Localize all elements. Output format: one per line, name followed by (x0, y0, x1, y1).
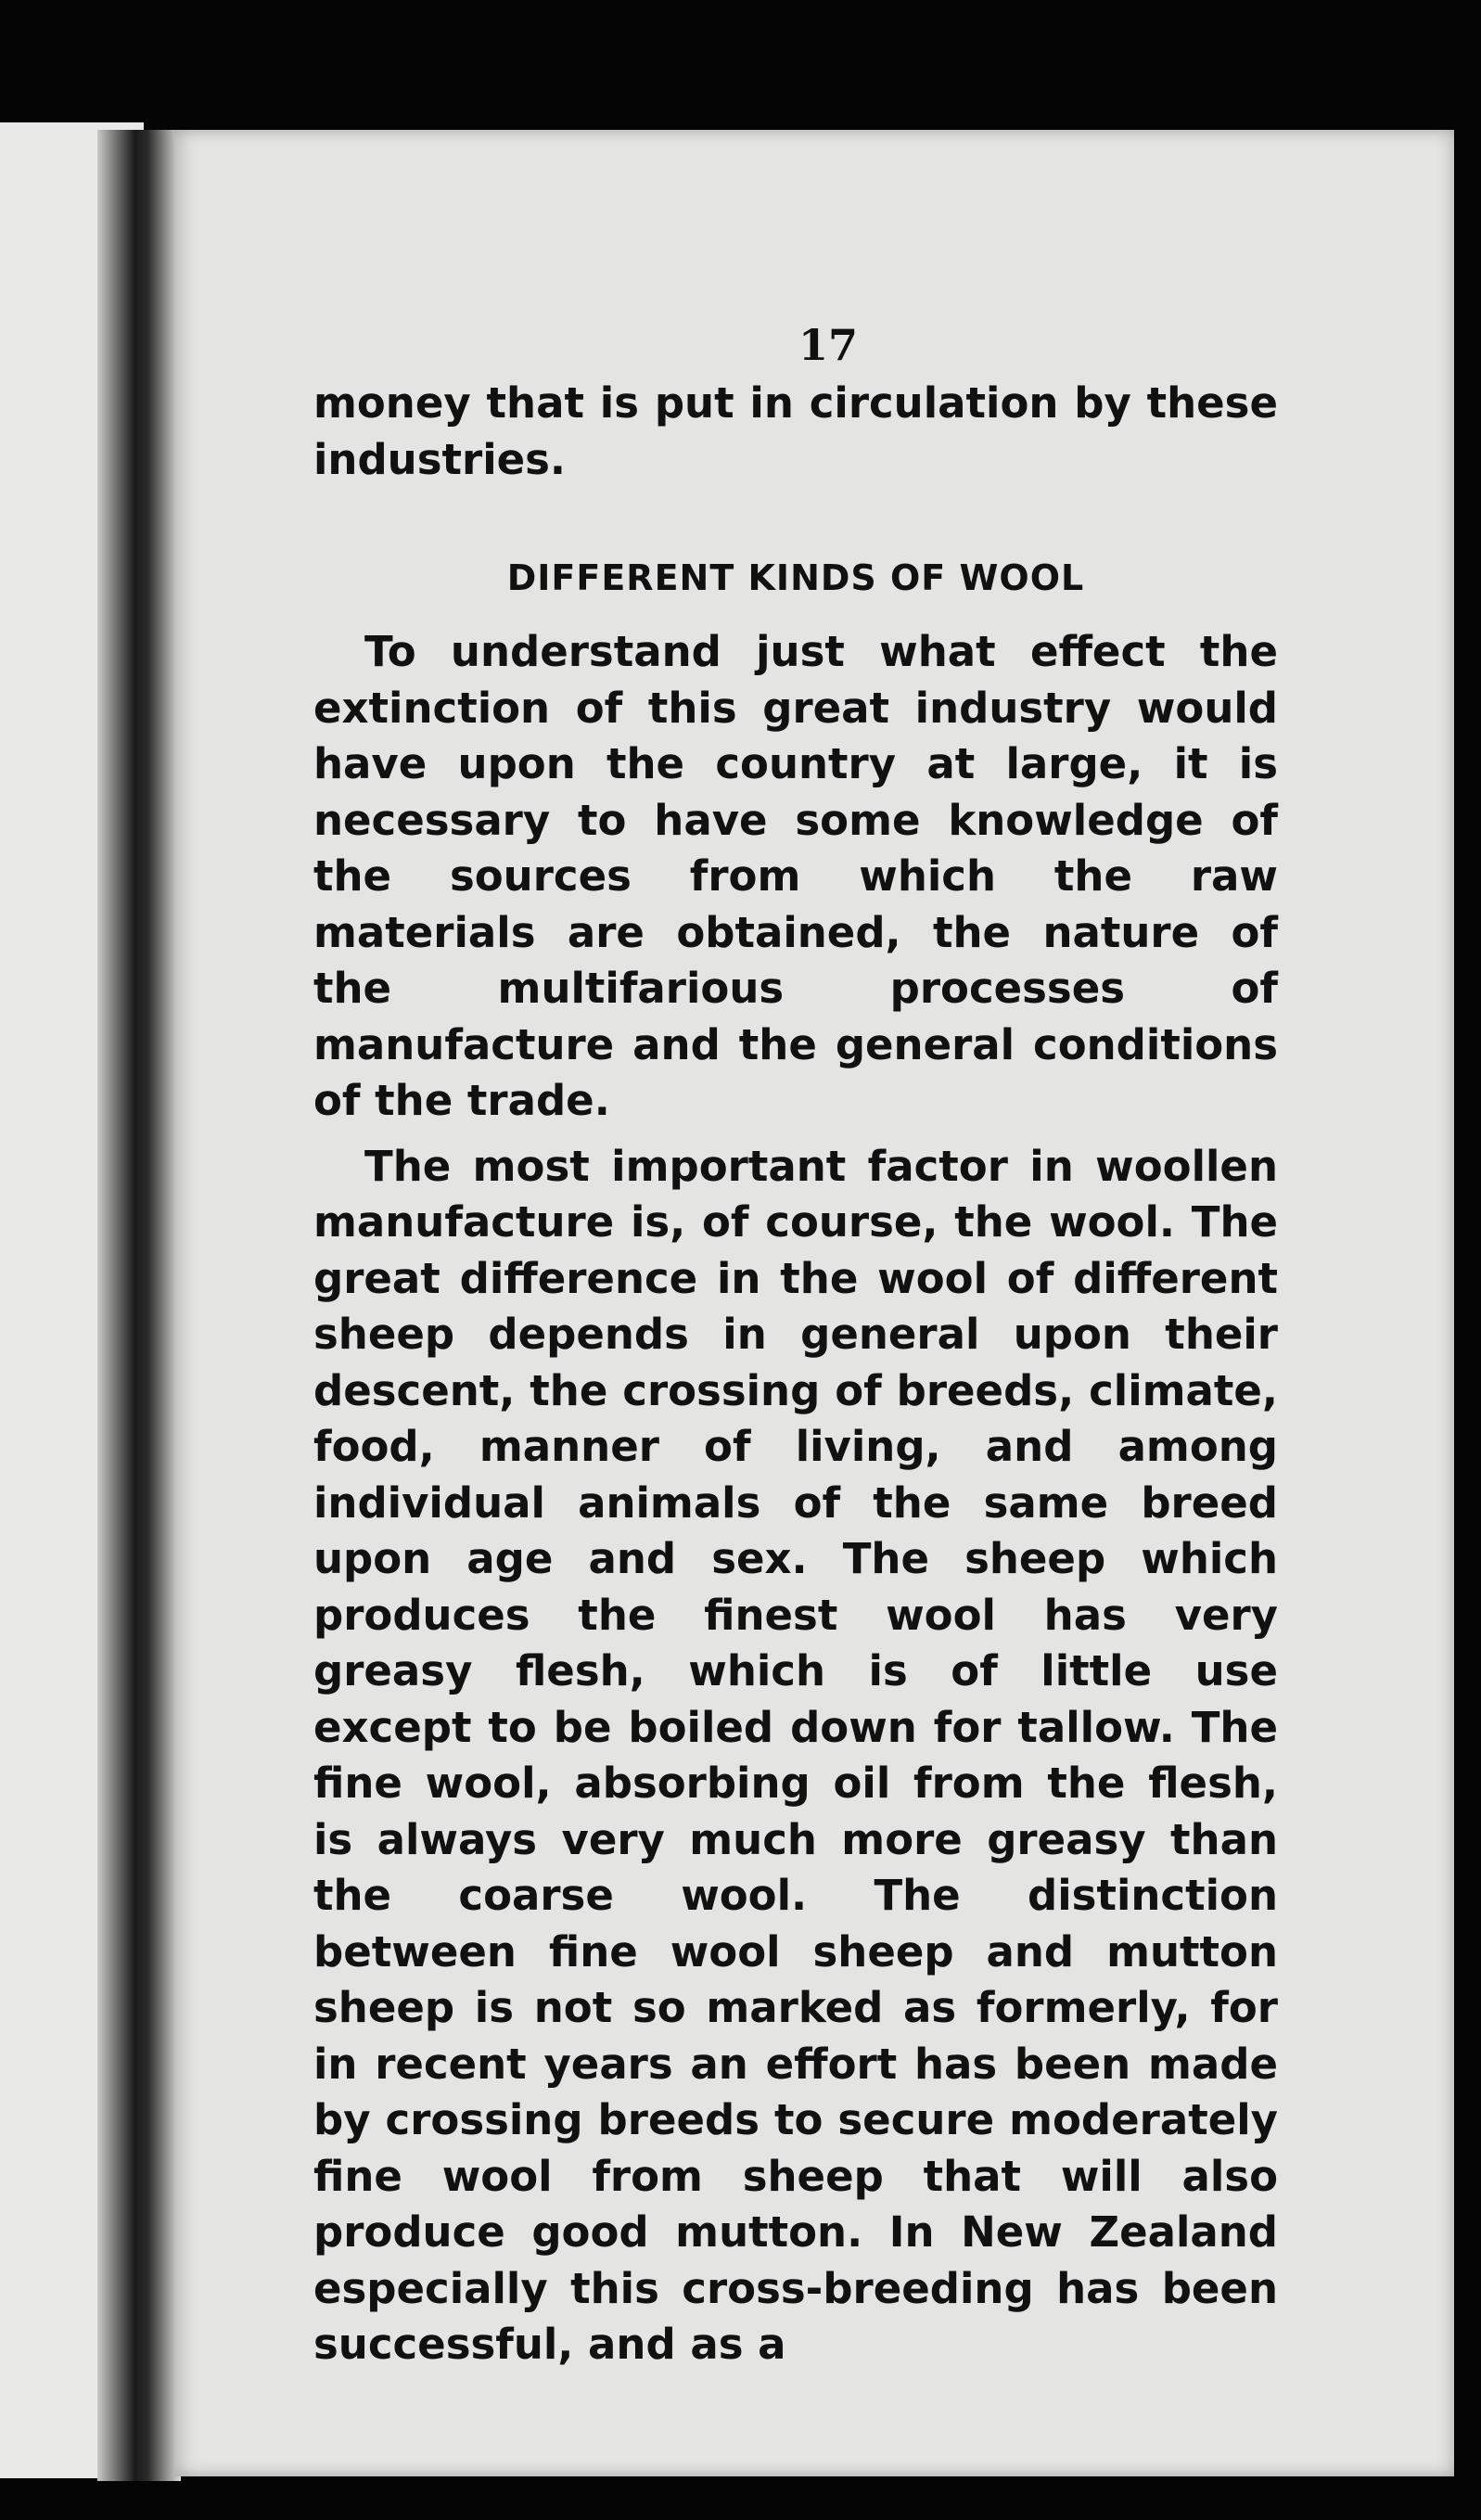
page-number: 17 (798, 320, 858, 370)
book-spine-shadow (97, 130, 181, 2481)
paragraph-1: To understand just what effect the extinction of this great industry would have upon the country at large, it is necessary to have some knowledge of the sources from which the raw materials are obtained, the nature of the multifarious processes of manufacture and the general conditions of the trade. (313, 627, 1278, 1125)
carryover-paragraph: money that is put in circulation by these industries. (313, 378, 1278, 484)
page-text (313, 376, 1278, 2373)
section-heading: DIFFERENT KINDS OF WOOL (506, 557, 1085, 598)
book-page (174, 130, 1454, 2476)
paragraph-2: The most important factor in woollen manufacture is, of course, the wool. The great difference in the wool of different sheep depends in general upon their descent, the crossing of breeds, climate, food, manner of living, and among individual animals of the same breed upon age and sex. The sheep which produces the finest wool has very greasy flesh, which is of little use except to be boiled down for tallow. The fine wool, absorbing oil from the flesh, is always very much more greasy than the coarse wool. The distinction between fine wool sheep and mutton sheep is not so marked as formerly, for in recent years an effort has been made by crossing breeds to secure moderately fine wool from sheep that will also produce good mutton. In New Zealand especially this cross-breeding has been successful, and as a (313, 1141, 1278, 2369)
